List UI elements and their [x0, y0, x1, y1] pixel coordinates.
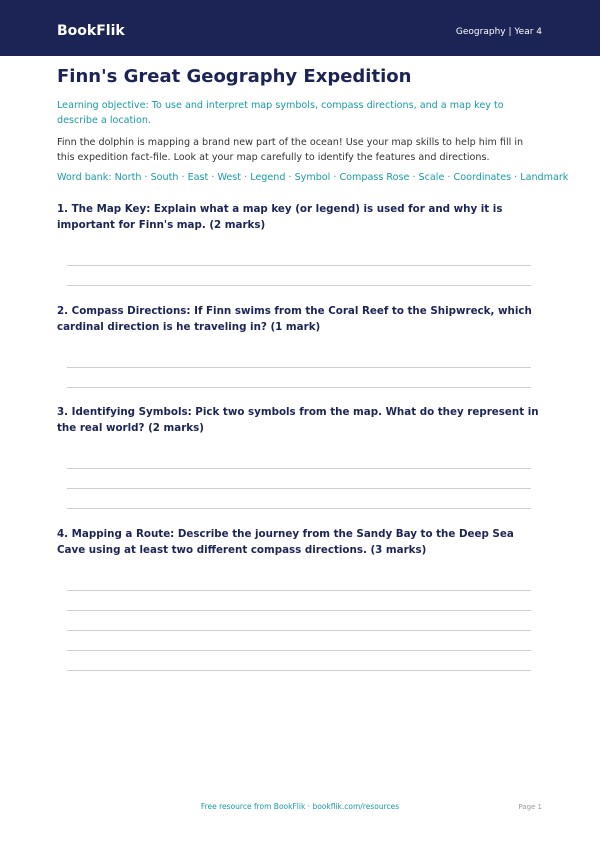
learning-objective: Learning objective: To use and interpret map symbols, compass directions, and a map key to describe a location.: [57, 100, 504, 126]
question-1: 1. The Map Key: Explain what a map key (or legend) is used for and why it is important for Finn's map. (2 marks): [57, 203, 503, 231]
question-4: 4. Mapping a Route: Describe the journey from the Sandy Bay to the Deep Sea Cave using at least two different compass directions. (3 marks): [57, 528, 514, 556]
answer-line[interactable]: [67, 468, 531, 469]
page-header: [0, 0, 600, 56]
answer-line[interactable]: [67, 488, 531, 489]
worksheet-title: Finn's Great Geography Expedition: [57, 66, 412, 87]
question-2: 2. Compass Directions: If Finn swims from the Coral Reef to the Shipwreck, which cardinal direction is he traveling in? (1 mark): [57, 305, 532, 333]
answer-line[interactable]: [67, 590, 531, 591]
subject-year-label: Geography | Year 4: [455, 27, 542, 37]
answer-line[interactable]: [67, 630, 531, 631]
answer-line[interactable]: [67, 650, 531, 651]
word-bank: Word bank: North · South · East · West · Legend · Symbol · Compass Rose · Scale · Coordinates · Landmark: [57, 172, 569, 183]
brand-logo: BookFlik: [57, 23, 125, 39]
answer-line[interactable]: [67, 610, 531, 611]
answer-line[interactable]: [67, 670, 531, 671]
answer-line[interactable]: [67, 285, 531, 286]
answer-line[interactable]: [67, 508, 531, 509]
answer-line[interactable]: [67, 265, 531, 266]
page-number: Page 1: [518, 803, 542, 811]
answer-line[interactable]: [67, 387, 531, 388]
intro-paragraph: Finn the dolphin is mapping a brand new part of the ocean! Use your map skills to help him fill in this expedition fact-file. Look at your map carefully to identify the features and directions.: [57, 137, 524, 163]
footer-credit: Free resource from BookFlik · bookflik.com/resources: [200, 802, 400, 811]
answer-line[interactable]: [67, 367, 531, 368]
question-3: 3. Identifying Symbols: Pick two symbols from the map. What do they represent in the real world? (2 marks): [57, 406, 539, 434]
